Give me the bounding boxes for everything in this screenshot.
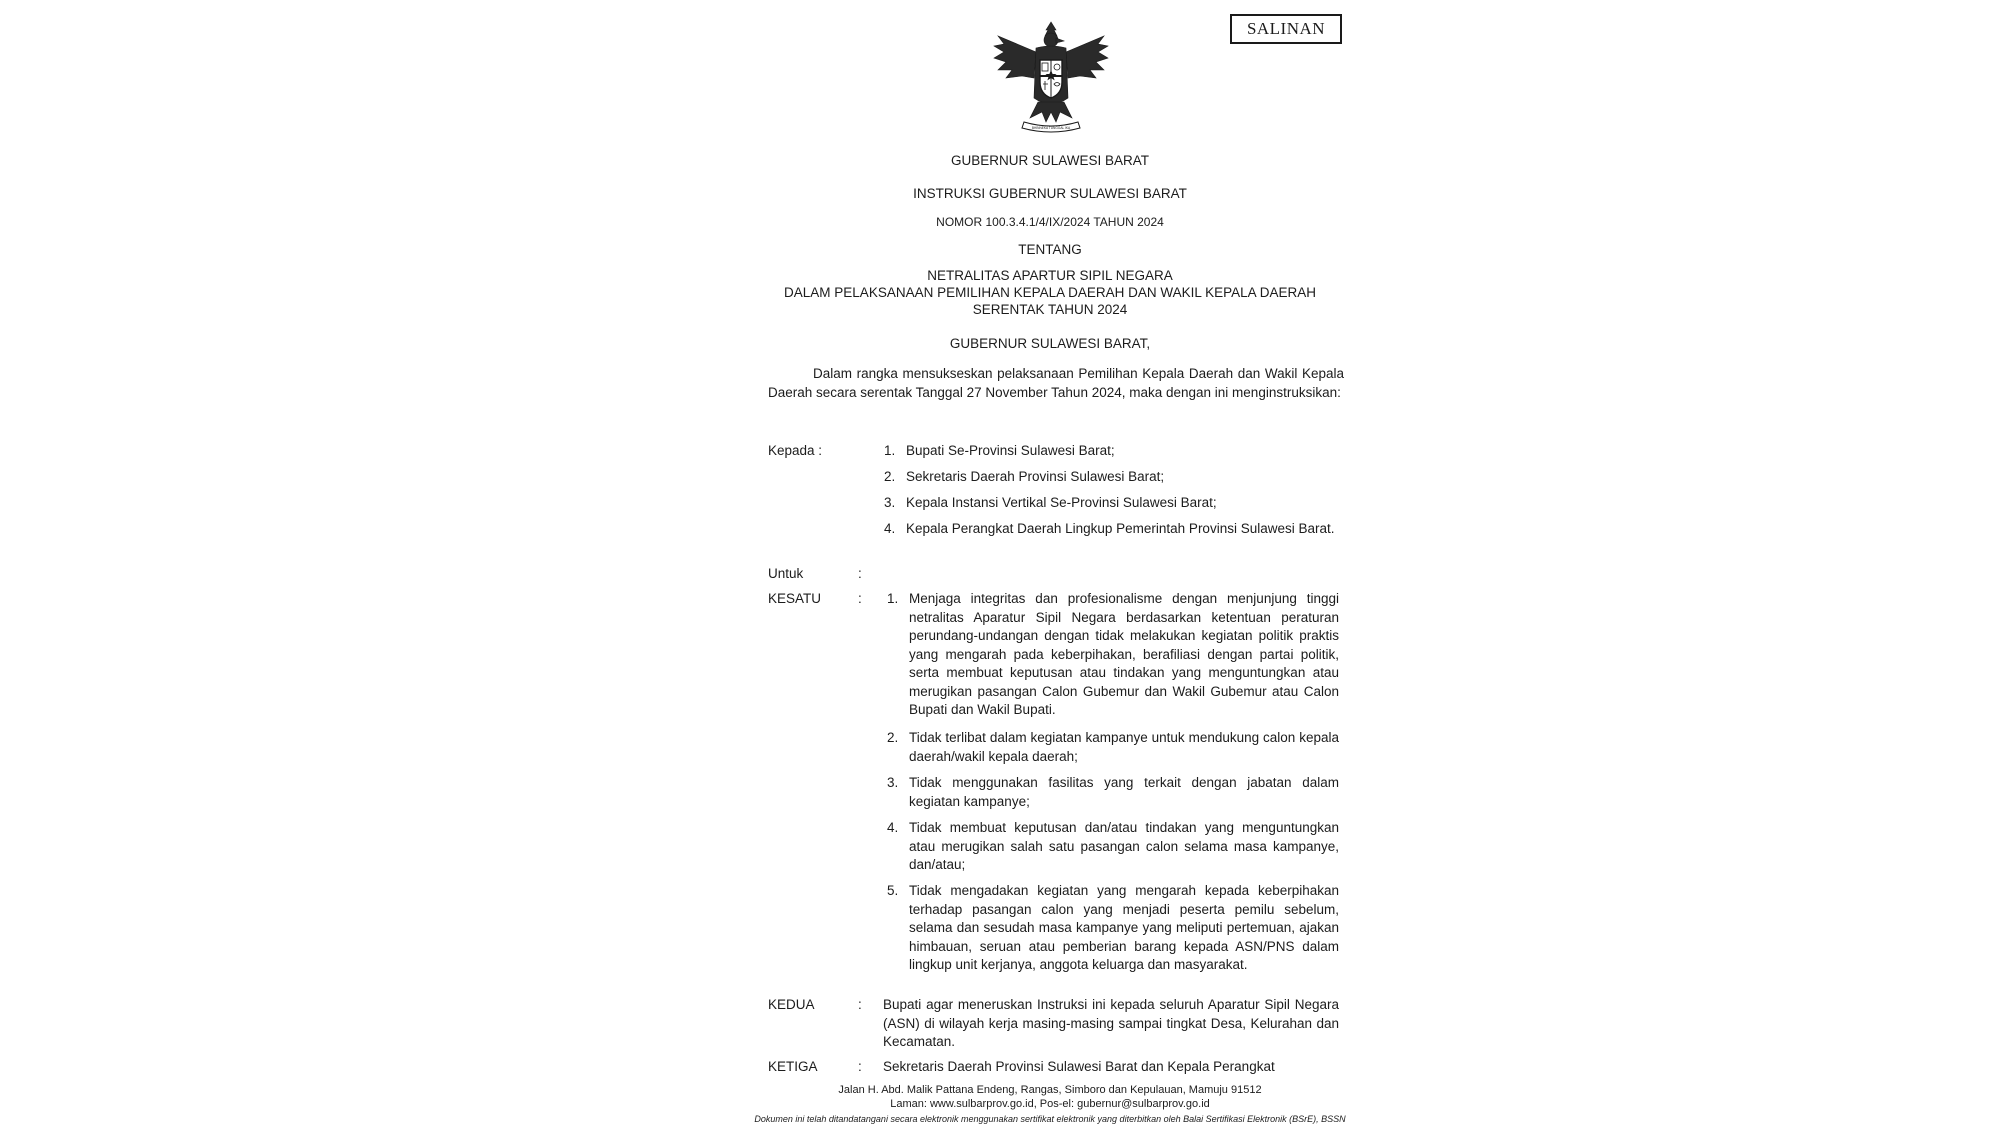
garuda-emblem-icon (990, 18, 1112, 136)
kepada-item: Kepala Instansi Vertikal Se-Provinsi Sulawesi Barat; (906, 495, 1217, 510)
kepada-item: Sekretaris Daerah Provinsi Sulawesi Barat; (906, 469, 1165, 484)
office-heading: GUBERNUR SULAWESI BARAT (950, 153, 1150, 168)
kesatu-item-number: 2. (887, 730, 899, 745)
kesatu-colon: : (858, 591, 862, 606)
kedua-colon: : (858, 997, 862, 1012)
kesatu-label: KESATU (768, 591, 822, 606)
preamble-paragraph: Dalam rangka mensukseskan pelaksanaan Pemilihan Kepala Daerah dan Wakil Kepala Daerah secara serentak Tanggal 27 November Tahun 2024, maka dengan ini menginstruksikan: (768, 366, 1344, 400)
instruction-title: INSTRUKSI GUBERNUR SULAWESI BARAT (913, 186, 1187, 201)
subject-title-line: DALAM PELAKSANAAN PEMILIHAN KEPALA DAERAH DAN WAKIL KEPALA DAERAH (784, 285, 1316, 300)
kepada-item: Bupati Se-Provinsi Sulawesi Barat; (906, 443, 1115, 458)
subject-title (760, 267, 1340, 318)
kepada-item-number: 1. (884, 443, 896, 458)
salinan-badge: SALINAN (1230, 14, 1342, 44)
kedua-text: Bupati agar meneruskan Instruksi ini kepada seluruh Aparatur Sipil Negara (ASN) di wilayah kerja masing-masing sampai tingkat Desa, Kelurahan dan Kecamatan. (883, 997, 1339, 1049)
kepada-label: Kepada : (768, 443, 823, 458)
kesatu-item-number: 3. (887, 775, 899, 790)
footer-contact: Laman: www.sulbarprov.go.id, Pos-el: gubernur@sulbarprov.go.id (890, 1098, 1210, 1110)
kesatu-item: Menjaga integritas dan profesionalisme dengan menjunjung tinggi netralitas Aparatur Sipil Negara berdasarkan ketentuan peraturan perundang-undangan dengan tidak melakukan kegiatan politik praktis yang mengarah pada keberpihakan, berafiliasi dengan partai politik, serta membuat keputusan atau tindakan yang menguntungkan atau merugikan pasangan Calon Gubemur dan Wakil Gubemur atau Calon Bupati dan Wakil Bupati. (909, 591, 1339, 717)
instruction-number: NOMOR 100.3.4.1/4/IX/2024 TAHUN 2024 (936, 215, 1164, 229)
ketiga-label: KETIGA (768, 1059, 818, 1074)
ketiga-text: Sekretaris Daerah Provinsi Sulawesi Barat dan Kepala Perangkat (883, 1059, 1275, 1074)
signatory-heading: GUBERNUR SULAWESI BARAT, (949, 336, 1151, 351)
kesatu-item-number: 1. (887, 591, 899, 606)
subject-title-line: NETRALITAS APARTUR SIPIL NEGARA (927, 268, 1173, 283)
untuk-label: Untuk (768, 566, 804, 581)
kesatu-item: Tidak mengadakan kegiatan yang mengarah kepada keberpihakan terhadap pasangan calon yang menjadi peserta pemilu sebelum, selama dan sesudah masa kampanye yang meliputi pertemuan, ajakan himbauan, seruan atau pemberian barang kepada ASN/PNS dalam lingkup unit kerjanya, anggota keluarga dan masyarakat. (909, 883, 1339, 972)
kepada-item-number: 3. (884, 495, 896, 510)
footer-address: Jalan H. Abd. Malik Pattana Endeng, Rangas, Simboro dan Kepulauan, Mamuju 91512 (838, 1084, 1262, 1096)
kesatu-item: Tidak terlibat dalam kegiatan kampanye untuk mendukung calon kepala daerah/wakil kepala daerah; (909, 730, 1339, 764)
kesatu-item-number: 5. (887, 883, 899, 898)
ketiga-colon: : (858, 1059, 862, 1074)
kesatu-item: Tidak menggunakan fasilitas yang terkait dengan jabatan dalam kegiatan kampanye; (909, 775, 1339, 809)
footer-disclaimer: Dokumen ini telah ditandatangani secara elektronik menggunakan sertifikat elektronik yang diterbitkan oleh Balai Sertifikasi Elektronik (BSrE), BSSN (754, 1114, 1346, 1124)
subject-title-line: SERENTAK TAHUN 2024 (972, 302, 1128, 317)
kepada-item-number: 4. (884, 521, 896, 536)
about-heading: TENTANG (1018, 242, 1082, 257)
kepada-item: Kepala Perangkat Daerah Lingkup Pemerintah Provinsi Sulawesi Barat. (906, 521, 1335, 536)
kepada-item-number: 2. (884, 469, 896, 484)
kesatu-item: Tidak membuat keputusan dan/atau tindakan yang menguntungkan atau merugikan salah satu pasangan calon selama masa kampanye, dan/atau; (909, 820, 1339, 872)
untuk-colon: : (858, 566, 862, 581)
kedua-label: KEDUA (768, 997, 815, 1012)
kesatu-item-number: 4. (887, 820, 899, 835)
svg-text:BHINNEKA TUNGGAL IKA: BHINNEKA TUNGGAL IKA (1031, 126, 1071, 130)
